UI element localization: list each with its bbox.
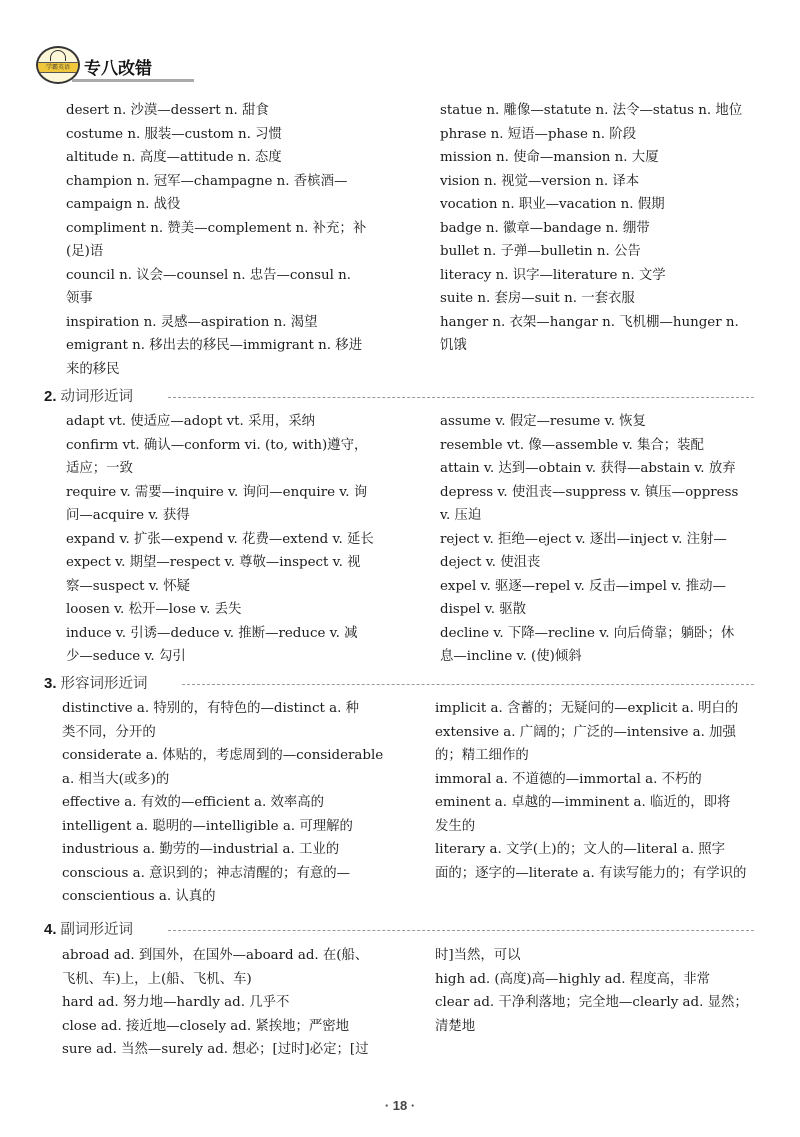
header-title: 专八改错 — [84, 59, 152, 79]
entry-line: distinctive a. 特别的，有特色的—distinct a. 种 — [62, 701, 359, 716]
entry-line: 适应；一致 — [66, 461, 133, 476]
entry-line: decline v. 下降—recline v. 向后倚靠；躺卧；休 — [440, 625, 735, 641]
entry-line: depress v. 使沮丧—suppress v. 镇压—oppress — [440, 484, 739, 500]
entry-line: hard ad. 努力地—hardly ad. 几乎不 — [62, 995, 290, 1010]
entry-line: v. 压迫 — [440, 508, 482, 523]
block-adjectives-right — [435, 697, 765, 885]
entry-line: high ad. (高度)高—highly ad. 程度高，非常 — [435, 971, 711, 987]
entry-line: champion n. 冠军—champagne n. 香槟酒— — [66, 173, 348, 189]
section-rule — [182, 684, 754, 685]
entry-line: hanger n. 衣架—hangar n. 飞机棚—hunger n. — [440, 314, 739, 330]
section-number: 3. — [44, 675, 57, 692]
entry-line: campaign n. 战役 — [66, 197, 181, 212]
entry-line: 时]当然，可以 — [435, 948, 521, 963]
page-header — [28, 46, 178, 86]
section-title: 动词形近词 — [60, 389, 134, 405]
entry-line: expel v. 驱逐—repel v. 反击—impel v. 推动— — [440, 578, 726, 594]
entry-line: 问—acquire v. 获得 — [66, 508, 190, 523]
entry-line: conscious a. 意识到的；神志清醒的；有意的— — [62, 865, 351, 881]
entry-line: dispel v. 驱散 — [440, 602, 527, 617]
entry-line: 飞机、车)上，上(船、飞机、车) — [62, 971, 252, 987]
entry-line: 少—seduce v. 勾引 — [66, 649, 186, 664]
block-adjectives-left — [62, 697, 387, 909]
entry-line: 领事 — [66, 291, 93, 306]
entry-line: induce v. 引诱—deduce v. 推断—reduce v. 减 — [66, 625, 358, 641]
entry-line: eminent a. 卓越的—imminent a. 临近的，即将 — [435, 795, 731, 810]
section-number: 4. — [44, 921, 57, 938]
block-adverbs-left — [62, 944, 387, 1062]
section-number: 2. — [44, 388, 57, 405]
entry-line: 饥饿 — [440, 338, 467, 353]
section-heading — [44, 385, 760, 409]
entry-line: abroad ad. 到国外，在国外—aboard ad. 在(船、 — [62, 948, 369, 963]
section-rule — [168, 397, 754, 398]
section-heading — [44, 672, 760, 696]
entry-line: resemble vt. 像—assemble v. 集合；装配 — [440, 437, 704, 453]
entry-line: 察—suspect v. 怀疑 — [66, 578, 191, 594]
entry-line: conscientious a. 认真的 — [62, 889, 216, 904]
entry-line: assume v. 假定—resume v. 恢复 — [440, 414, 646, 429]
entry-line: literary a. 文学(上)的；文人的—literal a. 照字 — [435, 842, 726, 857]
entry-line: expect v. 期望—respect v. 尊敬—inspect v. 视 — [66, 555, 361, 570]
entry-line: a. 相当大(或多)的 — [62, 771, 170, 787]
entry-line: intelligent a. 聪明的—intelligible a. 可理解的 — [62, 818, 353, 834]
entry-line: 类不同，分开的 — [62, 724, 156, 740]
section-heading — [44, 918, 760, 942]
entry-line: immoral a. 不道德的—immortal a. 不朽的 — [435, 771, 702, 787]
entry-line: altitude n. 高度—attitude n. 态度 — [66, 150, 282, 165]
entry-line: 发生的 — [435, 818, 476, 834]
entry-line: vision n. 视觉—version n. 译本 — [440, 173, 640, 189]
entry-line: vocation n. 职业—vacation n. 假期 — [440, 197, 665, 212]
entry-line: emigrant n. 移出去的移民—immigrant n. 移进 — [66, 338, 363, 353]
entry-line: close ad. 接近地—closely ad. 紧挨地；严密地 — [62, 1018, 350, 1034]
entry-line: 来的移民 — [66, 361, 120, 377]
entry-line: costume n. 服装—custom n. 习惯 — [66, 126, 282, 142]
entry-line: loosen v. 松开—lose v. 丢失 — [66, 602, 242, 617]
entry-line: council n. 议会—counsel n. 忠告—consul n. — [66, 267, 351, 283]
entry-line: sure ad. 当然—surely ad. 想必；[过时]必定；[过 — [62, 1042, 369, 1057]
entry-line: inspiration n. 灵感—aspiration n. 渴望 — [66, 314, 318, 330]
entry-line: confirm vt. 确认—conform vi. (to, with)遵守， — [66, 437, 368, 453]
entry-line: 面的；逐字的—literate a. 有读写能力的；有学识的 — [435, 865, 747, 881]
block-verbs-left — [66, 410, 391, 669]
block-verbs-right — [440, 410, 770, 669]
entry-line: statue n. 雕像—statute n. 法令—status n. 地位 — [440, 103, 743, 118]
block-nouns-right — [440, 99, 770, 358]
section-title: 形容词形近词 — [60, 676, 148, 692]
entry-line: desert n. 沙漠—dessert n. 甜食 — [66, 103, 269, 118]
block-adverbs-right — [435, 944, 765, 1038]
entry-line: (足)语 — [66, 244, 104, 259]
entry-line: considerate a. 体贴的，考虑周到的—considerable — [62, 748, 384, 763]
entry-line: extensive a. 广阔的；广泛的—intensive a. 加强 — [435, 724, 736, 740]
entry-line: deject v. 使沮丧 — [440, 555, 541, 570]
entry-line: phrase n. 短语—phase n. 阶段 — [440, 126, 637, 142]
section-rule — [168, 930, 754, 931]
entry-line: expand v. 扩张—expend v. 花费—extend v. 延长 — [66, 531, 374, 547]
entry-line: implicit a. 含蓄的；无疑问的—explicit a. 明白的 — [435, 701, 739, 716]
entry-line: 清楚地 — [435, 1018, 476, 1034]
entry-line: mission n. 使命—mansion n. 大厦 — [440, 150, 659, 165]
block-nouns-left — [66, 99, 391, 381]
entry-line: clear ad. 干净利落地；完全地—clearly ad. 显然； — [435, 995, 748, 1010]
entry-line: reject v. 拒绝—eject v. 逐出—inject v. 注射— — [440, 531, 727, 547]
entry-line: require v. 需要—inquire v. 询问—enquire v. 询 — [66, 484, 368, 500]
entry-line: badge n. 徽章—bandage n. 绷带 — [440, 220, 650, 236]
entry-line: adapt vt. 使适应—adopt vt. 采用，采纳 — [66, 414, 316, 429]
entry-line: industrious a. 勤劳的—industrial a. 工业的 — [62, 842, 340, 857]
entry-line: suite n. 套房—suit n. 一套衣服 — [440, 291, 635, 306]
entry-line: compliment n. 赞美—complement n. 补充；补 — [66, 220, 367, 236]
header-underline — [72, 79, 194, 82]
page-number: · 18 · — [384, 1098, 416, 1113]
section-title: 副词形近词 — [60, 922, 134, 938]
entry-line: 息—incline v. (使)倾斜 — [440, 649, 582, 664]
entry-line: literacy n. 识字—literature n. 文学 — [440, 267, 666, 283]
logo-icon: 学霸英语 — [36, 46, 80, 84]
entry-line: attain v. 达到—obtain v. 获得—abstain v. 放弃 — [440, 461, 736, 476]
entry-line: 的；精工细作的 — [435, 748, 529, 763]
entry-line: bullet n. 子弹—bulletin n. 公告 — [440, 244, 641, 259]
entry-line: effective a. 有效的—efficient a. 效率高的 — [62, 795, 325, 810]
